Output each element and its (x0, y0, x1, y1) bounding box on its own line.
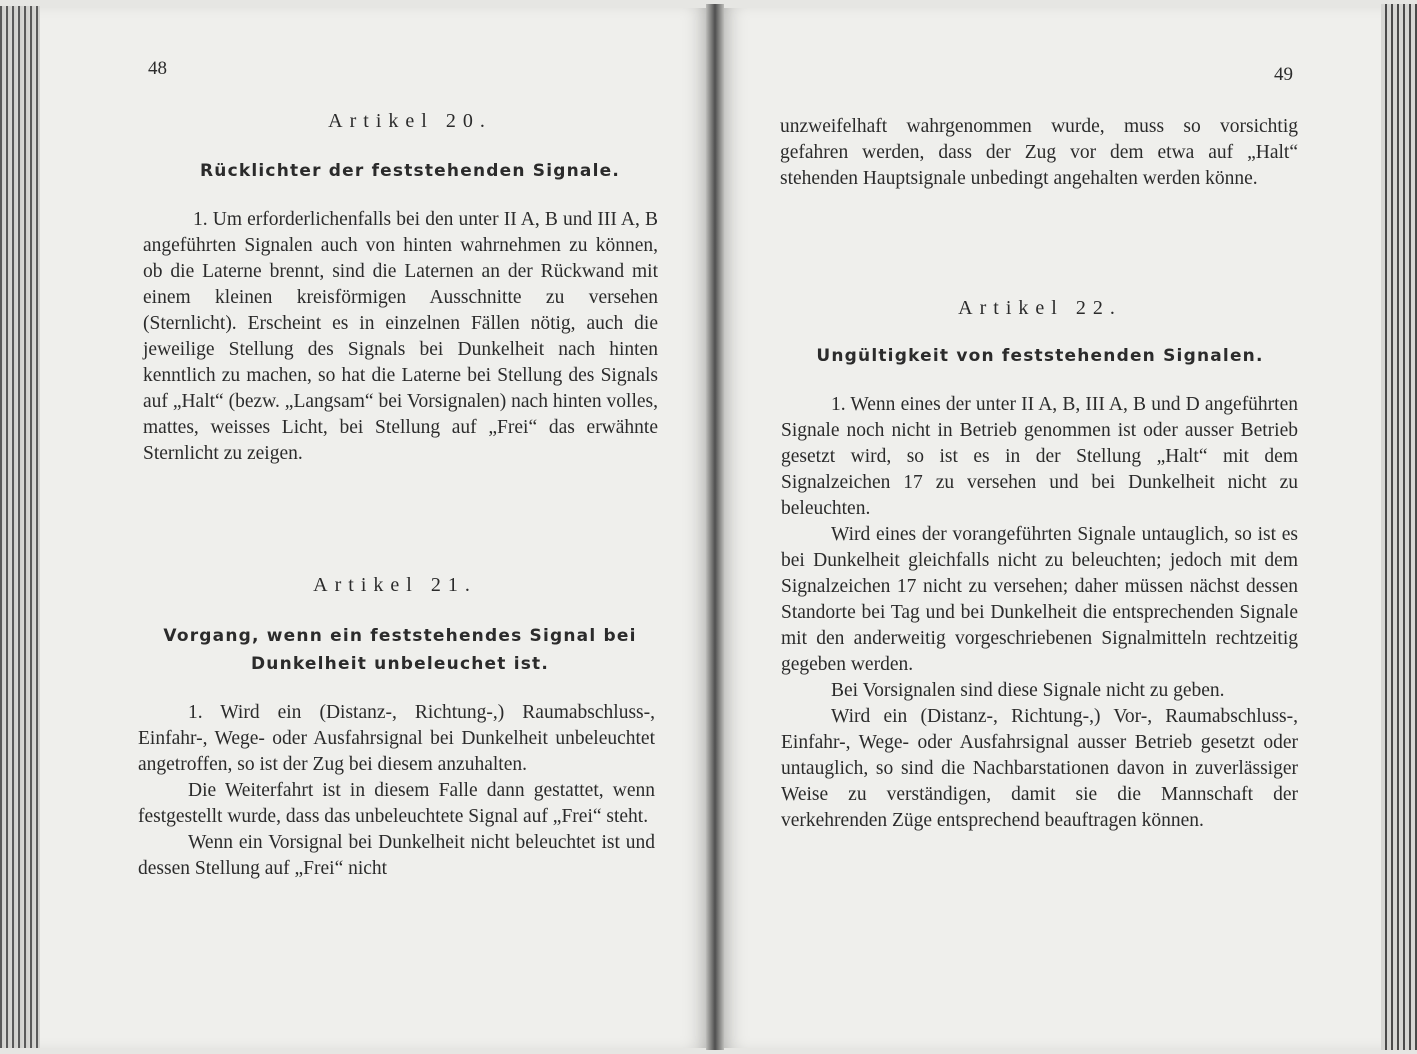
article-22-paragraph-4: Wird ein (Distanz-, Richtung-,) Vor-, Raumabschluss-, Einfahr-, Wege- oder Ausfahrsignal ausser Betrieb gesetzt oder untauglich, so sind die Nachbarstationen davon in zuverlässiger Weise zu verständigen, damit sie die Mannschaft der verkehrenden Züge entsprechend beauftragen können. (781, 706, 1298, 831)
article-21-paragraph-1: 1. Wird ein (Distanz-, Richtung-,) Raumabschluss-, Einfahr-, Wege- oder Ausfahrsignal bei Dunkelheit unbeleuchtet angetroffen, so ist der Zug bei diesem anzuhalten. (138, 702, 655, 775)
article-21-title: Artikel 21. (313, 574, 477, 596)
article-20-title: Artikel 20. (328, 110, 492, 132)
right-page-edges (1381, 4, 1417, 1050)
page-number-left: 48 (148, 58, 167, 79)
article-20-heading: Rücklichter der feststehenden Signale. (200, 161, 620, 181)
article-21-paragraph-2: Die Weiterfahrt ist in diesem Falle dann gestattet, wenn festgestellt wurde, dass das unbeleuchtete Signal auf „Frei“ steht. (138, 780, 655, 827)
book-gutter (706, 4, 724, 1050)
article-20-body (143, 207, 658, 467)
article-22-paragraph-2: Wird eines der vorangeführten Signale untauglich, so ist es bei Dunkelheit gleichfalls nicht zu beleuchten; jedoch mit dem Signalzeichen 17 nicht zu versehen; daher müssen nächst dessen Standorte bei Tag und bei Dunkelheit die entsprechenden Signale mit den anderweitig vorgeschriebenen Signalmitteln rechtzeitig gegeben werden. (781, 524, 1298, 675)
article-21-heading: Vorgang, wenn ein feststehendes Signal bei Dunkelheit unbeleuchet ist. (163, 626, 637, 674)
article-22-title: Artikel 22. (958, 297, 1122, 319)
article-21-body (138, 700, 655, 882)
article-20-paragraph-1: 1. Um erforderlichenfalls bei den unter II A, B und III A, B angeführten Signalen auch von hinten wahrnehmen zu können, ob die Laterne brennt, sind die Laternen an der Rückwand mit einem kleinen kreisförmigen Ausschnitte zu versehen (Sternlicht). Erscheint es in einzelnen Fällen nötig, auch die jeweilige Stellung des Signals bei Dunkelheit nach hinten kenntlich zu machen, so hat die Laterne bei Stellung des Signals auf „Halt“ (bezw. „Langsam“ bei Vorsignalen) nach hinten volles, mattes, weisses Licht, bei Stellung auf „Frei“ das erwähnte Sternlicht zu zeigen. (143, 209, 658, 464)
left-page-edges (0, 6, 40, 1048)
article-22-body (781, 392, 1298, 834)
article-21-paragraph-3: Wenn ein Vorsignal bei Dunkelheit nicht beleuchtet ist und dessen Stellung auf „Frei“ nicht (138, 832, 655, 879)
article-22-paragraph-1: 1. Wenn eines der unter II A, B, III A, B und D angeführten Signale noch nicht in Betrieb genommen ist oder ausser Betrieb gesetzt wird, so ist es in der Stellung „Halt“ mit dem Signalzeichen 17 zu versehen und bei Dunkelheit nicht zu beleuchten. (781, 394, 1298, 519)
right-page-continuation (780, 114, 1298, 192)
article-22-paragraph-3: Bei Vorsignalen sind diese Signale nicht zu geben. (831, 680, 1225, 701)
continuation-paragraph: unzweifelhaft wahrgenommen wurde, muss so vorsichtig gefahren werden, dass der Zug vor dem etwa auf „Halt“ stehenden Hauptsignale unbedingt angehalten werden könne. (780, 116, 1298, 189)
article-22-heading: Ungültigkeit von feststehenden Signalen. (816, 346, 1264, 366)
page-number-right: 49 (1274, 64, 1293, 85)
